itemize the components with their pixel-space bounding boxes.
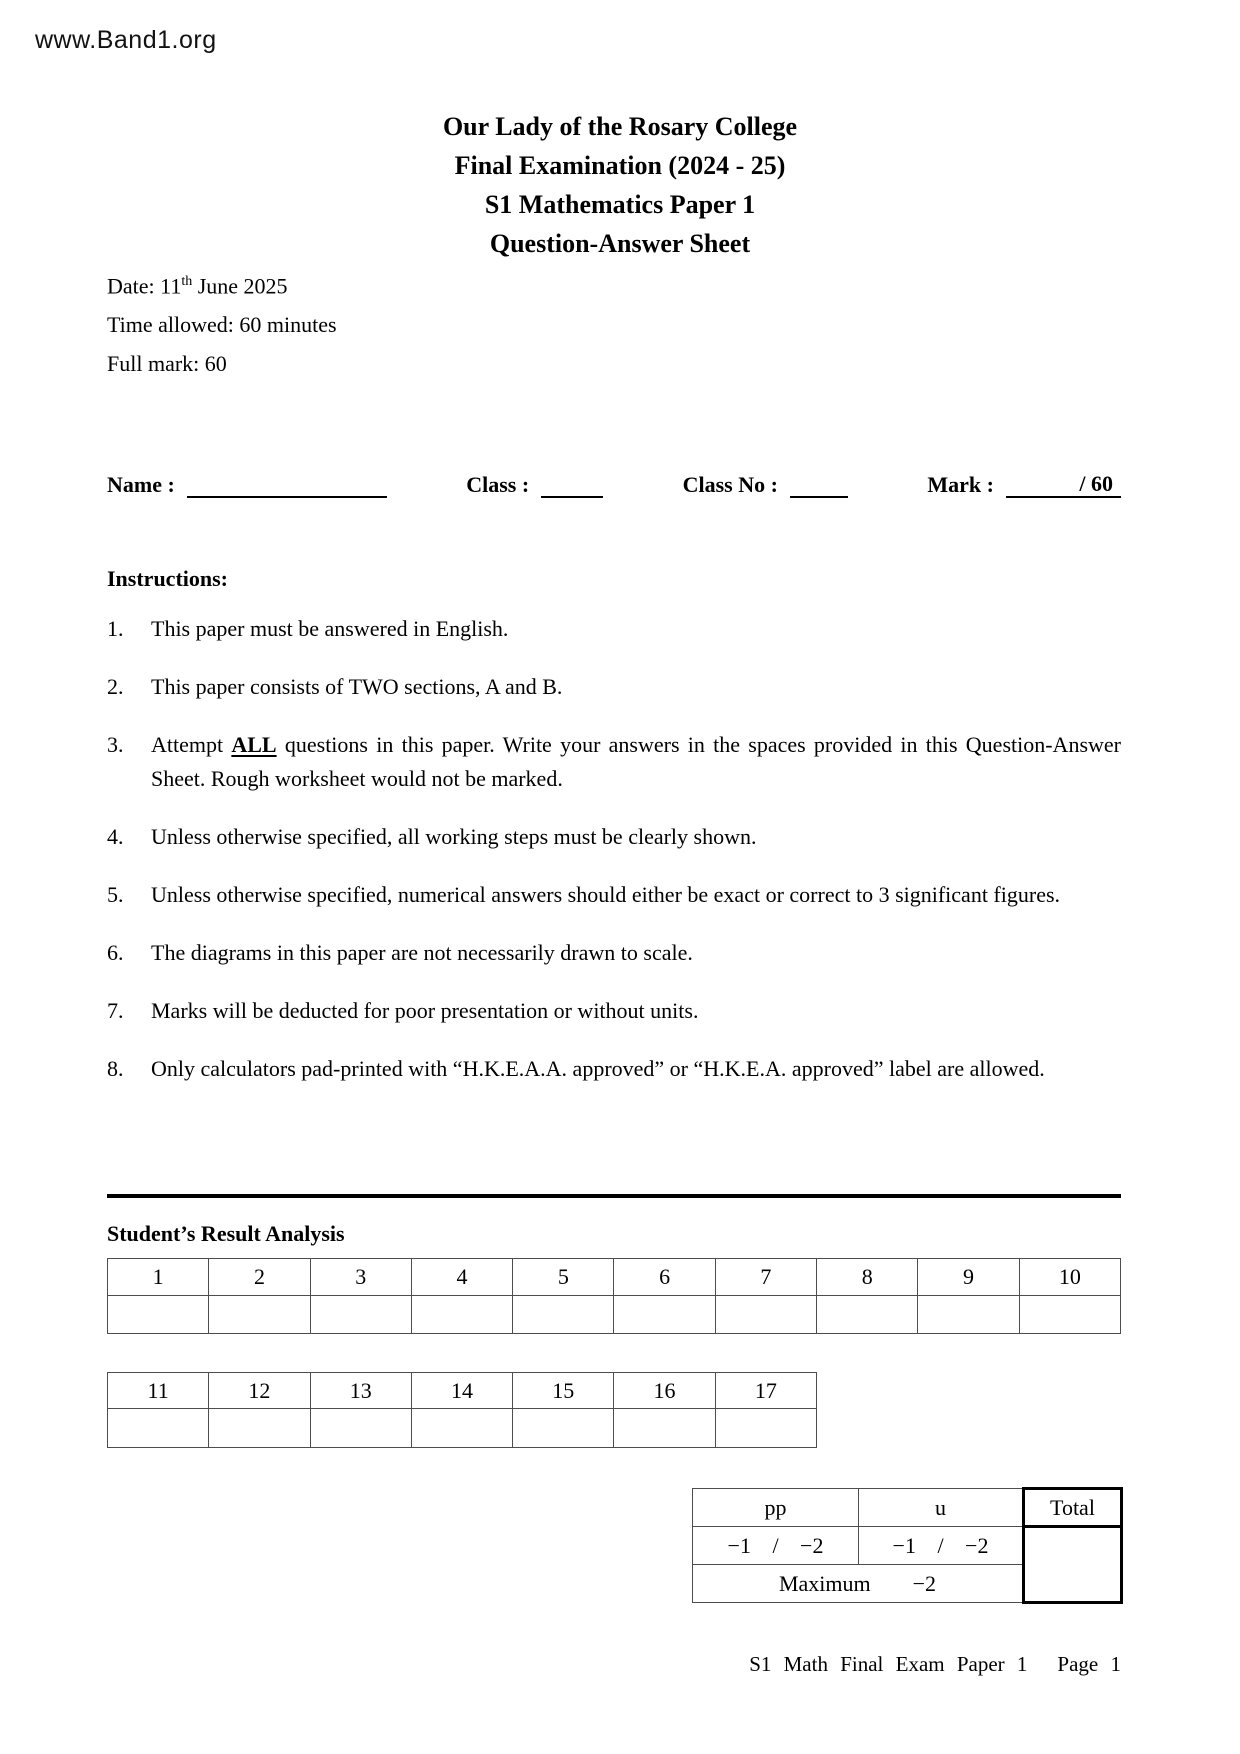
instructions-list [107,612,1121,1110]
score-table [692,1487,1123,1604]
instruction-number: 7. [107,998,124,1023]
instruction-text: This paper must be answered in English. [151,616,509,641]
answer-cell [1019,1296,1120,1334]
answer-cell [817,1296,918,1334]
instruction-item-5 [107,878,1121,912]
question-number-row [108,1373,817,1409]
result-table-1 [107,1258,1121,1334]
instruction-number: 4. [107,824,124,849]
name-field [107,471,387,498]
question-number-cell: 15 [513,1373,614,1409]
class-no-field-label: Class No : [682,472,778,497]
class-field-line [541,471,603,498]
footer-paper-label: S1 Math Final Exam Paper 1 [749,1652,1028,1676]
class-field [466,471,603,498]
answer-row [108,1409,817,1448]
instruction-number: 8. [107,1056,124,1081]
instruction-item-1 [107,612,1121,646]
watermark-url: www.Band1.org [35,26,217,54]
pp-header-cell: pp [693,1489,859,1527]
name-field-label: Name : [107,472,175,497]
question-number-cell: 17 [715,1373,816,1409]
total-header-cell: Total [1024,1489,1122,1527]
all-emphasis: ALL [231,732,277,757]
maximum-cell [693,1565,1024,1603]
full-mark: Full mark: 60 [107,351,227,377]
instruction-number: 3. [107,732,124,757]
answer-cell [614,1296,715,1334]
answer-cell [108,1409,209,1448]
total-value-cell [1024,1527,1122,1603]
question-number-cell: 14 [411,1373,512,1409]
school-name: Our Lady of the Rosary College [442,112,798,141]
instruction-text: Attempt ALL questions in this paper. Write your answers in the spaces provided in this Question-Answer Sheet. Rough worksheet would not be marked. [151,732,1121,791]
class-field-label: Class : [466,472,530,497]
instruction-text: Only calculators pad-printed with “H.K.E.A.A. approved” or “H.K.E.A. approved” label are allowed. [151,1056,1045,1081]
instruction-item-2 [107,670,1121,704]
question-number-cell: 11 [108,1373,209,1409]
question-number-cell: 9 [918,1259,1019,1296]
instruction-item-6 [107,936,1121,970]
question-number-cell: 16 [614,1373,715,1409]
answer-cell [715,1409,816,1448]
instruction-text: Marks will be deducted for poor presentation or without units. [151,998,699,1023]
instruction-number: 6. [107,940,124,965]
instruction-text: This paper consists of TWO sections, A and B. [151,674,563,699]
answer-cell [209,1296,310,1334]
instruction-number: 1. [107,616,124,641]
answer-row [108,1296,1121,1334]
section-divider [107,1194,1121,1198]
question-number-cell: 4 [411,1259,512,1296]
instruction-item-8 [107,1052,1121,1086]
answer-cell [310,1409,411,1448]
instruction-text: Unless otherwise specified, all working steps must be clearly shown. [151,824,757,849]
question-number-cell: 6 [614,1259,715,1296]
instruction-item-7 [107,994,1121,1028]
answer-cell [411,1296,512,1334]
footer-page-label: Page 1 [1057,1652,1121,1676]
class-no-field-line [790,471,848,498]
title-block [0,107,1240,263]
exam-date: Date: 11th June 2025 [107,273,288,299]
time-allowed: Time allowed: 60 minutes [107,312,337,338]
answer-cell [108,1296,209,1334]
sheet-title: Question-Answer Sheet [489,229,751,258]
question-number-cell: 5 [513,1259,614,1296]
result-table-2 [107,1372,817,1448]
student-fields-row [107,471,1121,498]
date-ordinal-suffix: th [181,274,193,289]
mark-denominator: / 60 [1079,471,1113,496]
answer-cell [918,1296,1019,1334]
answer-cell [411,1409,512,1448]
answer-cell [209,1409,310,1448]
result-analysis-heading: Student’s Result Analysis [107,1221,345,1246]
question-number-row [108,1259,1121,1296]
instruction-text: Unless otherwise specified, numerical answers should either be exact or correct to 3 significant figures. [151,882,1061,907]
answer-cell [715,1296,816,1334]
maximum-label: Maximum [778,1570,871,1596]
paper-title: S1 Mathematics Paper 1 [484,190,756,219]
question-number-cell: 3 [310,1259,411,1296]
class-no-field [683,471,848,498]
answer-cell [614,1409,715,1448]
info-block [107,262,337,383]
instruction-number: 5. [107,882,124,907]
answer-cell [310,1296,411,1334]
name-field-line [187,471,387,498]
pp-marks-cell: −1 / −2 [693,1527,859,1565]
u-marks-cell: −1 / −2 [859,1527,1024,1565]
u-header-cell: u [859,1489,1024,1527]
question-number-cell: 1 [108,1259,209,1296]
question-number-cell: 7 [715,1259,816,1296]
maximum-value: −2 [912,1570,937,1596]
page-footer [749,1652,1121,1677]
exam-title: Final Examination (2024 - 25) [454,151,786,180]
answer-cell [513,1296,614,1334]
instruction-text: The diagrams in this paper are not necessarily drawn to scale. [151,940,693,965]
question-number-cell: 13 [310,1373,411,1409]
mark-field [927,471,1121,498]
instruction-number: 2. [107,674,124,699]
question-number-cell: 10 [1019,1259,1120,1296]
instruction-item-3 [107,728,1121,796]
mark-field-line [1006,471,1121,498]
question-number-cell: 8 [817,1259,918,1296]
question-number-cell: 12 [209,1373,310,1409]
answer-cell [513,1409,614,1448]
question-number-cell: 2 [209,1259,310,1296]
mark-field-label: Mark : [927,472,994,497]
instructions-heading: Instructions: [107,566,229,591]
instruction-item-4 [107,820,1121,854]
